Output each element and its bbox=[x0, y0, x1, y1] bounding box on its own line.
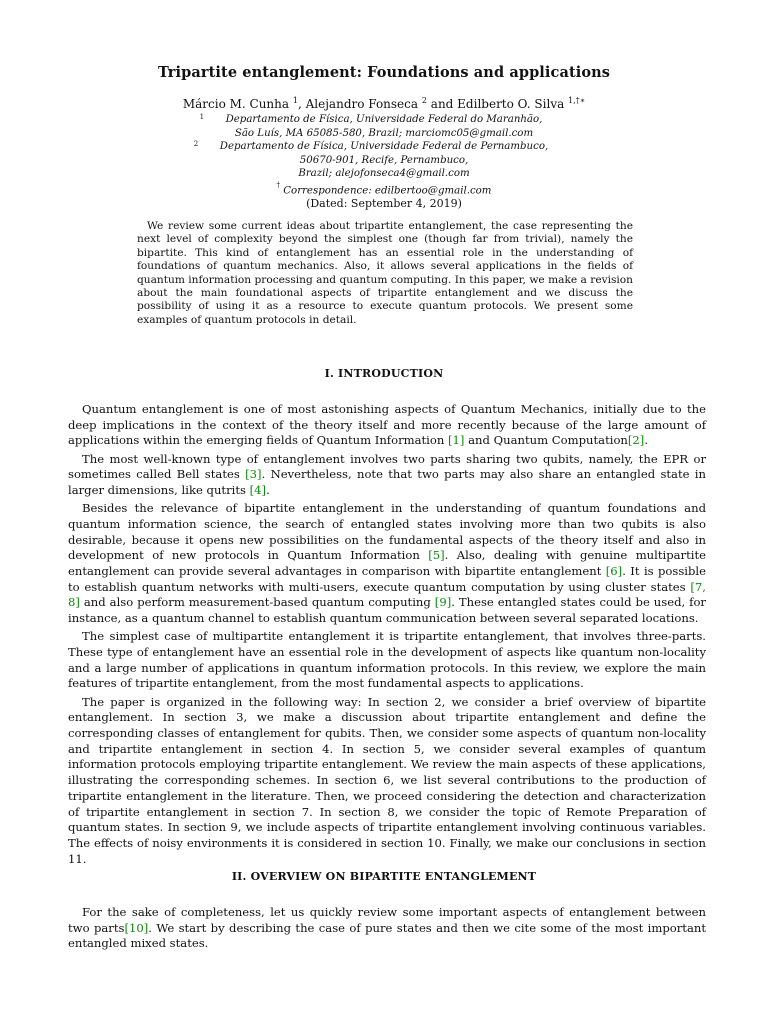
section-2-body bbox=[68, 905, 706, 955]
section-1-body bbox=[68, 402, 706, 870]
paragraph: Besides the relevance of bipartite entanglement in the understanding of quantum foundations and quantum information science, the search of entangled states involving more than two qubits is also desirable, because it opens new possibilities on the fundamental aspects of the theory itself and also in development of new protocols in Quantum Information [5]. Also, dealing with genuine multipartite entanglement can provide several advantages in comparison with bipartite entanglement [6]. It is possible to establish quantum networks with multi-users, execute quantum computation by using cluster states [7, 8] and also perform measurement-based quantum computing [9]. These entangled states could be used, for instance, as a quantum channel to establish quantum communication between several separated locations. bbox=[68, 501, 707, 626]
author-3: Edilberto O. Silva bbox=[457, 97, 565, 111]
paragraph: For the sake of completeness, let us quickly review some important aspects of entanglement between two parts[10]. We start by describing the case of pure states and then we cite some of the most important entangled mixed states. bbox=[68, 905, 707, 951]
citation-link[interactable]: [6] bbox=[605, 564, 623, 579]
correspondence-mark: † bbox=[276, 180, 281, 189]
citation-link[interactable]: [3] bbox=[245, 467, 262, 482]
citation-link[interactable]: [1] bbox=[448, 433, 465, 448]
affiliation-1-line-2: São Luís, MA 65085-580, Brazil; marciomc05@gmail.com bbox=[234, 127, 534, 139]
affiliation-2-line-2: 50670-901, Recife, Pernambuco, bbox=[299, 154, 469, 166]
author-1-affil: 1 bbox=[292, 96, 298, 105]
citation-link[interactable]: [7, 8] bbox=[68, 579, 706, 610]
citation-link[interactable]: [4] bbox=[249, 483, 267, 498]
section-2-heading: II. OVERVIEW ON BIPARTITE ENTANGLEMENT bbox=[231, 870, 537, 883]
affiliation-2-line-3: Brazil; alejofonseca4@gmail.com bbox=[298, 168, 470, 179]
citation-link[interactable]: [2] bbox=[627, 433, 645, 448]
paragraph: The simplest case of multipartite entanglement it is tripartite entanglement, that involves three-parts. These type of entanglement have an essential role in the development of aspects like quantum non-locality and a large number of applications in quantum information protocols. In this review, we explore the main features of tripartite entanglement, from the most fundamental aspects to applications. bbox=[68, 629, 706, 691]
date-line: (Dated: September 4, 2019) bbox=[306, 197, 462, 210]
paragraph: The paper is organized in the following way: In section 2, we consider a brief overview of bipartite entanglement. In section 3, we make a discussion about tripartite entanglement and define the corresponding classes of entanglement for qubits. Then, we consider some aspects of quantum non-locality and tripartite entanglement in section 4. In section 5, we consider several examples of quantum information protocols employing tripartite entanglement. We review the main aspects of these applications, illustrating the corresponding schemes. In section 6, we list several contributions to the production of tripartite entanglement in the literature. Then, we proceed considering the detection and characterization of tripartite entanglement in section 7. In section 8, we consider the topic of Remote Preparation of quantum states. In section 9, we include aspects of tripartite entanglement involving continuous variables. The effects of noisy environments it is considered in section 10. Finally, we make our conclusions in section 11. bbox=[68, 694, 706, 866]
citation-link[interactable]: [5] bbox=[428, 548, 445, 563]
paragraph: The most well-known type of entanglement involves two parts sharing two qubits, namely, the EPR or sometimes called Bell states [3]. Nevertheless, note that two parts may also share an entangled state in larger dimensions, like qutrits [4]. bbox=[68, 451, 706, 498]
citation-link[interactable]: [9] bbox=[434, 595, 452, 610]
paper-title: Tripartite entanglement: Foundations and applications bbox=[157, 64, 611, 81]
correspondence-line: † Correspondence: edilbertoo@gmail.com bbox=[276, 180, 492, 196]
author-3-affil: 1,†∗ bbox=[568, 96, 586, 105]
affiliation-2-line-1: 2 Departamento de Física, Universidade Federal de Pernambuco, bbox=[193, 140, 549, 152]
section-1-heading: I. INTRODUCTION bbox=[324, 367, 444, 380]
paragraph: Quantum entanglement is one of most astonishing aspects of Quantum Mechanics, initially due to the deep implications in the context of the theory itself and more recently because of the large amount of applications within the emerging fields of Quantum Information [1] and Quantum Computation[2]. bbox=[68, 402, 706, 448]
citation-link[interactable]: [10] bbox=[124, 920, 149, 935]
abstract: We review some current ideas about tripartite entanglement, the case representing the next level of complexity beyond the simplest one (though far from trivial), namely the bipartite. This kind of entanglement has an essential role in the understanding of foundations of quantum mechanics. Also, it allows several applications in the fields of quantum information processing and quantum computing. In this paper, we make a revision about the main foundational aspects of tripartite entanglement and we discuss the possibility of using it as a resource to execute quantum protocols. We present some examples of quantum protocols in detail. bbox=[137, 220, 633, 326]
author-list: Márcio M. Cunha $^1$, Alejandro Fonseca $^2$ and Edilberto O. Silva $^{1,\dagger∗}$ bbox=[182, 96, 586, 111]
author-2: Alejandro Fonseca bbox=[305, 97, 419, 111]
author-1: Márcio M. Cunha bbox=[182, 97, 290, 111]
author-2-affil: 2 bbox=[421, 96, 427, 105]
affiliation-1-line-1: 1 Departamento de Física, Universidade Federal do Maranhão, bbox=[199, 113, 543, 125]
